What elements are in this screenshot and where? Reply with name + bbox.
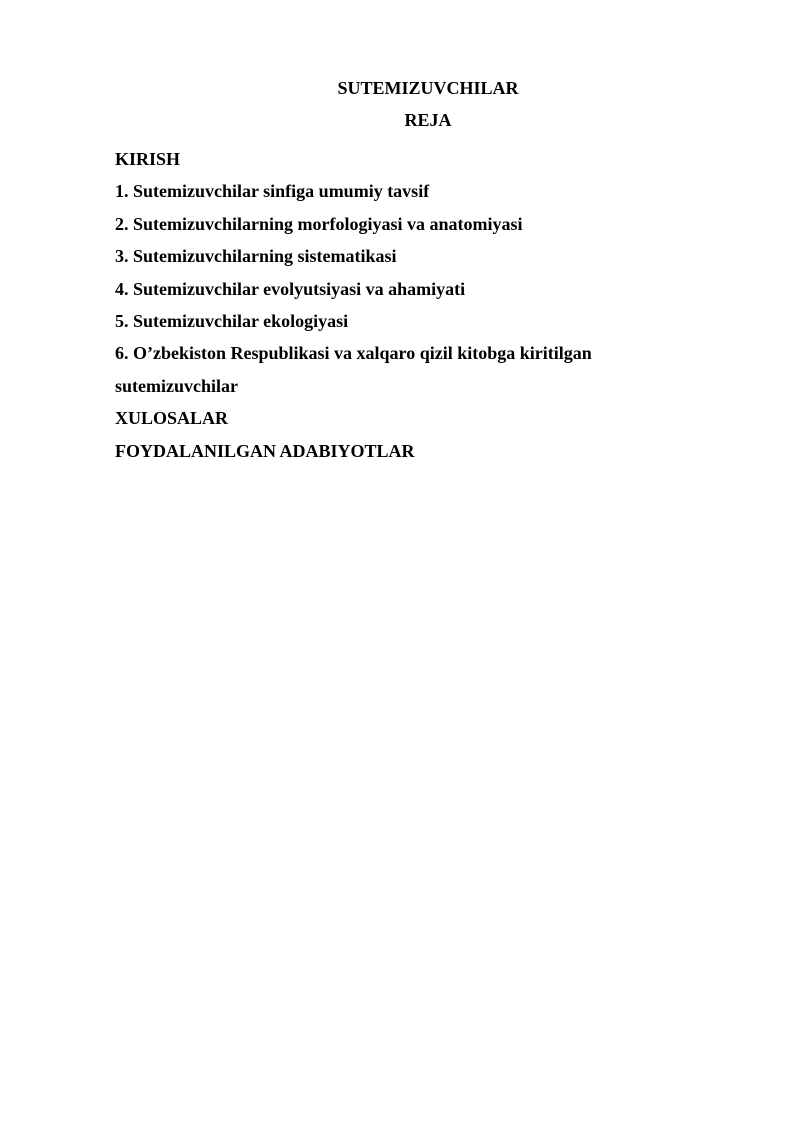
- document-title: SUTEMIZUVCHILAR: [337, 78, 519, 98]
- toc-item-1: 1. Sutemizuvchilar sinfiga umumiy tavsif: [115, 181, 430, 202]
- toc-item-6: 6. O’zbekiston Respublikasi va xalqaro qizil kitobga kiritilgan: [115, 343, 592, 364]
- plan-heading: REJA: [404, 110, 452, 130]
- toc-item-5: 5. Sutemizuvchilar ekologiyasi: [115, 311, 349, 332]
- toc-item-3: 3. Sutemizuvchilarning sistematikasi: [115, 246, 397, 267]
- toc-item-6-continued: sutemizuvchilar: [115, 375, 238, 396]
- toc-item-4: 4. Sutemizuvchilar evolyutsiyasi va ahamiyati: [115, 278, 466, 299]
- toc-item-introduction: KIRISH: [115, 149, 181, 169]
- table-of-contents: [115, 143, 675, 467]
- toc-item-2: 2. Sutemizuvchilarning morfologiyasi va anatomiyasi: [115, 213, 523, 234]
- toc-item-conclusions: XULOSALAR: [115, 408, 229, 429]
- toc-item-references: FOYDALANILGAN ADABIYOTLAR: [115, 440, 415, 461]
